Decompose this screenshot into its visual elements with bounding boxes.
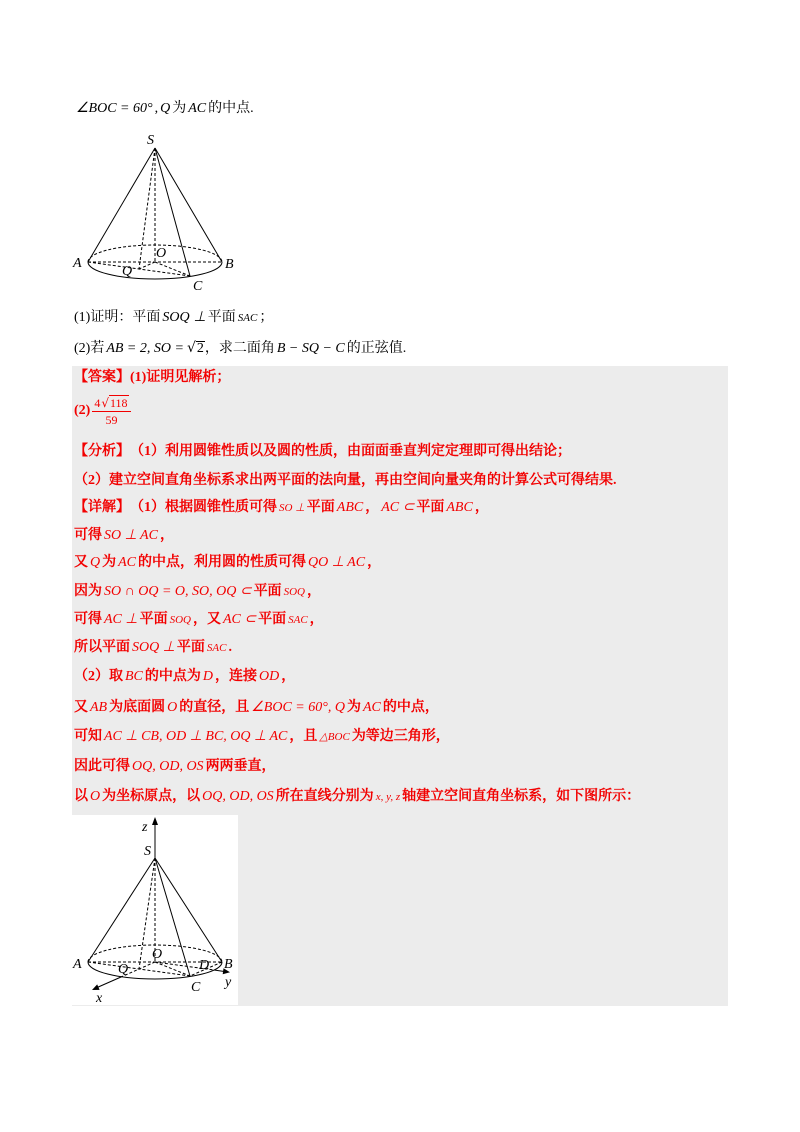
text-segment: 的中点，利用圆的性质可得 (138, 555, 307, 570)
segment-oq (139, 262, 155, 269)
text-segment: 为 (102, 555, 117, 570)
text-segment: 因此可得 (74, 759, 130, 774)
math-expression: ABC (336, 500, 364, 515)
detail-line-2 (74, 526, 174, 546)
math-expression: SOQ (283, 586, 305, 598)
detail-line-5 (74, 610, 324, 630)
text-segment: 因为 (74, 584, 102, 599)
math-expression: AC ⊥ (104, 612, 138, 627)
cone-figure (72, 125, 242, 295)
text-segment: 平面 (306, 500, 335, 515)
point-q: Q (160, 101, 171, 116)
detail-line-3 (74, 553, 381, 573)
detail-line-6 (74, 638, 232, 658)
text-segment: 的中点为 (144, 669, 201, 684)
math-expression: OQ, OD, OS (202, 789, 274, 804)
text-segment: 平面 (207, 310, 236, 325)
text-segment: 又 (74, 555, 88, 570)
analysis-text-1: （1）利用圆锥性质以及圆的性质，由面面垂直判定定理即可得出结论； (130, 444, 571, 459)
analysis-line-1 (74, 442, 571, 462)
detail-line-9 (74, 727, 450, 747)
text-segment: 为 (346, 700, 361, 715)
text-segment: 两两垂直， (205, 759, 276, 774)
label-o: O (156, 246, 167, 261)
angle-expression: ∠BOC = 60° (76, 101, 153, 116)
math-expression: OQ, OD, OS (132, 759, 204, 774)
text-segment: 可知 (74, 729, 102, 744)
text-segment: 为 (172, 101, 187, 116)
sqrt-radicand: 2 (196, 341, 204, 356)
text-segment: 的中点， (382, 700, 439, 715)
text-segment: （1）根据圆锥性质可得 (130, 500, 277, 515)
text-segment: 平面 (253, 584, 282, 599)
answer-line-1 (74, 368, 230, 388)
math-expression: SOQ (169, 614, 191, 626)
x-axis (96, 977, 121, 988)
perpendicular-symbol: ⊥ (193, 310, 206, 325)
label-q: Q (122, 264, 133, 279)
text-segment: 的正弦值. (346, 341, 407, 356)
math-expression: ABC (446, 500, 473, 515)
text-segment: ， (306, 584, 321, 599)
text-segment: 平面 (416, 500, 445, 515)
label-z: z (142, 820, 148, 835)
label-a: A (73, 256, 82, 271)
text-segment: ； (259, 310, 274, 325)
problem-part-1 (74, 308, 273, 328)
text-segment: ，连接 (215, 669, 258, 684)
math-expression: SOQ ⊥ (132, 640, 175, 655)
label-x: x (96, 991, 103, 1005)
detail-line-10 (74, 757, 276, 777)
text-segment: 平面 (258, 612, 287, 627)
fraction-denominator: 59 (105, 413, 118, 427)
label-a: A (73, 957, 82, 972)
fraction-numerator (92, 395, 130, 412)
math-expression: ∠BOC = 60°, Q (251, 700, 345, 715)
text-segment: ， (365, 500, 380, 515)
math-expression: O (167, 700, 178, 715)
text-segment: ， (309, 612, 324, 627)
detail-line-8 (74, 698, 439, 718)
text-segment: 为底面圆 (109, 700, 166, 715)
answer-tag: 【答案】 (74, 370, 130, 385)
answer-part-2-prefix: (2) (74, 403, 91, 418)
math-expression: △BOC (319, 731, 350, 743)
text-segment: 的直径，且 (179, 700, 250, 715)
plane-soq: SOQ (162, 310, 190, 325)
text-segment: 以 (74, 789, 88, 804)
math-expression: SO ∩ OQ = O, SO, OQ ⊂ (104, 584, 252, 599)
detail-line-11 (74, 787, 640, 807)
text-segment: 所以平面 (74, 640, 130, 655)
analysis-text-2: （2）建立空间直角坐标系求出两平面的法向量，再由空间向量夹角的计算公式可得结果. (74, 473, 617, 488)
label-b: B (225, 257, 234, 272)
text-segment: 可得 (74, 528, 102, 543)
edge-sb (155, 858, 222, 962)
math-expression: AC (118, 555, 137, 570)
label-o: O (152, 947, 163, 962)
text-segment: 又 (74, 700, 88, 715)
math-expression: AC ⊂ (381, 500, 415, 515)
cone-coordinate-figure (72, 815, 238, 1005)
text-segment: （2）取 (74, 669, 123, 684)
text-segment: . (228, 640, 232, 655)
text-segment: ，且 (289, 729, 318, 744)
answer-fraction (92, 395, 130, 427)
text-segment: 的中点. (208, 101, 254, 116)
math-expression: D (202, 669, 214, 684)
segment-ac: AC (188, 101, 207, 116)
plane-sac: SAC (237, 312, 258, 324)
math-expression: SO ⊥ (279, 502, 305, 514)
math-expression: BC (125, 669, 143, 684)
coordinate-figure-box (72, 815, 238, 1005)
comma: , (154, 101, 159, 116)
text-segment: 平面 (176, 640, 205, 655)
text-segment: 平面 (139, 612, 168, 627)
label-c: C (193, 279, 203, 294)
text-segment: ，求二面角 (204, 341, 275, 356)
label-c: C (191, 980, 201, 995)
detail-tag: 【详解】 (74, 500, 130, 515)
numerator-coefficient: 4 (94, 396, 101, 410)
math-expression: AC (362, 700, 381, 715)
math-expression: O (90, 789, 101, 804)
math-expression: x, y, z (375, 791, 401, 803)
label-q: Q (118, 962, 129, 977)
detail-line-7 (74, 667, 295, 687)
label-b: B (224, 957, 233, 972)
math-expression: OD (259, 669, 280, 684)
text-segment: 轴建立空间直角坐标系，如下图所示： (402, 789, 641, 804)
analysis-tag: 【分析】 (74, 444, 130, 459)
answer-line-2 (74, 392, 131, 430)
text-segment: 可得 (74, 612, 102, 627)
text-segment: ， (474, 500, 489, 515)
math-expression: AC ⊂ (222, 612, 257, 627)
text-segment: ， (367, 555, 382, 570)
sqrt-radicand: 118 (109, 396, 128, 410)
math-expression: Q (90, 555, 101, 570)
analysis-line-2 (74, 471, 617, 491)
text-segment: ，又 (192, 612, 221, 627)
label-s: S (144, 844, 151, 859)
text-segment: 为坐标原点，以 (102, 789, 201, 804)
math-expression: AB (90, 700, 108, 715)
label-d: D (199, 958, 210, 973)
text-segment: 所在直线分别为 (275, 789, 374, 804)
label-s: S (147, 133, 154, 148)
math-expression: SAC (288, 614, 308, 626)
detail-line-1 (74, 498, 489, 518)
math-expression: SAC (206, 642, 227, 654)
segment-sq (139, 148, 155, 269)
math-expression: AC ⊥ CB, OD ⊥ BC, OQ ⊥ AC (104, 729, 288, 744)
z-axis-arrow (152, 817, 158, 825)
edge-sa (88, 858, 155, 962)
text-segment: (1)证明：平面 (74, 310, 161, 325)
dihedral-angle: B − SQ − C (276, 341, 345, 356)
problem-condition-line (74, 99, 254, 119)
sqrt-symbol: √ (186, 340, 196, 356)
answer-part-1: (1)证明见解析； (130, 370, 231, 385)
detail-line-4 (74, 582, 321, 602)
text-segment: ， (281, 669, 296, 684)
problem-part-2 (74, 338, 406, 358)
text-segment: ， (159, 528, 174, 543)
math-expression: QO ⊥ AC (308, 555, 366, 570)
text-segment: (2)若 (74, 341, 105, 356)
given-values: AB = 2, SO = (106, 341, 184, 356)
sqrt-symbol: √ (101, 396, 109, 410)
text-segment: 为等边三角形， (351, 729, 450, 744)
label-y: y (225, 975, 232, 990)
math-expression: SO ⊥ AC (104, 528, 158, 543)
